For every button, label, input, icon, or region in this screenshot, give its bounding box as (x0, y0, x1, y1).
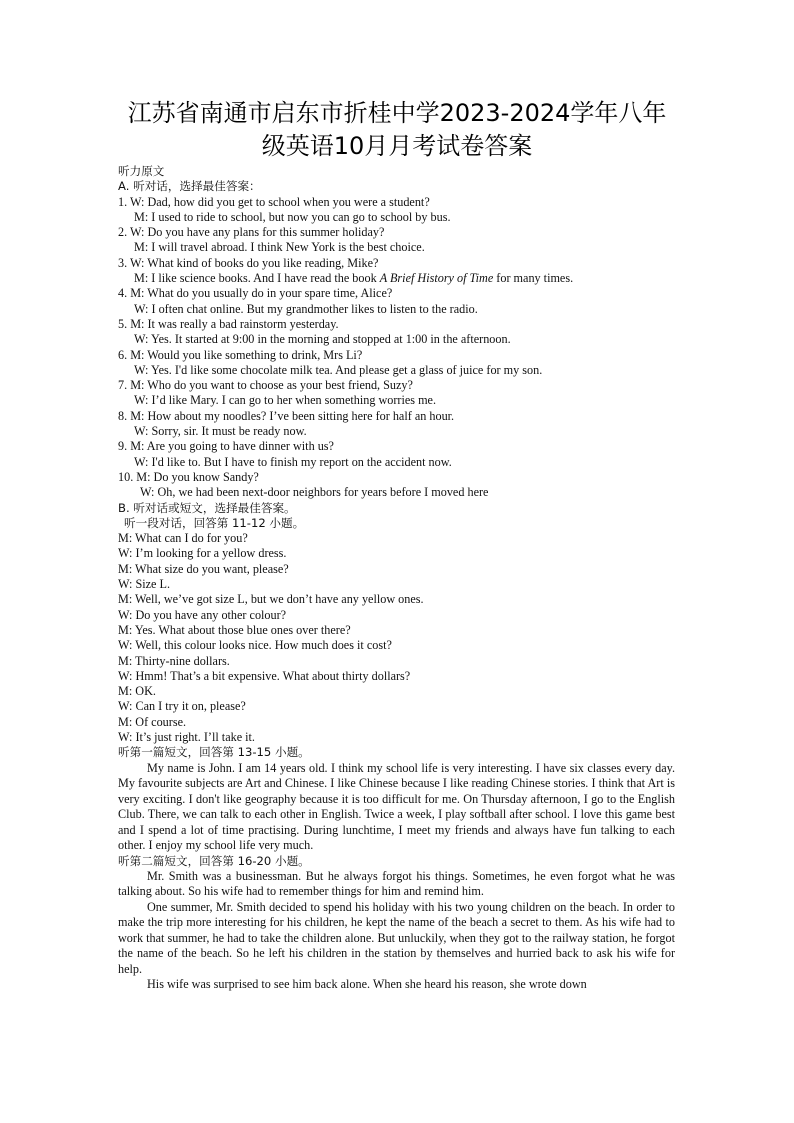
dialogue-question: 7. M: Who do you want to choose as your best friend, Suzy? (118, 378, 413, 393)
dialogue-line: W: Hmm! That’s a bit expensive. What about thirty dollars? (118, 668, 411, 683)
dialogue-line: W: Well, this colour looks nice. How much does it cost? (118, 638, 392, 653)
dialogue-line: M: Yes. What about those blue ones over there? (118, 622, 351, 637)
dialogue-answer: W: I often chat online. But my grandmother likes to listen to the radio. (134, 301, 478, 316)
dialogue-answer: M: I used to ride to school, but now you can go to school by bus. (134, 209, 451, 224)
passage-2-paragraph: Mr. Smith was a businessman. But he always forgot his things. Sometimes, he even forgot what he was talking about. So his wife had to remember things for him and remind him. (118, 868, 675, 899)
dialogue-question: 9. M: Are you going to have dinner with us? (118, 439, 334, 454)
dialogue-line: W: Size L. (118, 577, 171, 592)
section-label: 听力原文 (118, 164, 165, 178)
book-title: A Brief History of Time (379, 271, 494, 286)
part-b-sub2: 听第一篇短文，回答第 13-15 小题。 (118, 745, 310, 760)
dialogue-answer (118, 271, 678, 286)
dialogue-line: M: Of course. (118, 714, 187, 729)
answer-text: for many times. (493, 271, 574, 286)
document-body (118, 164, 678, 993)
dialogue-line: M: What can I do for you? (118, 531, 248, 546)
dialogue-answer: M: I will travel abroad. I think New York is the best choice. (134, 240, 425, 255)
part-a-dialogues (118, 195, 678, 501)
part-b-sub3: 听第二篇短文，回答第 16-20 小题。 (118, 853, 310, 868)
title-line-1: 江苏省南通市启东市折桂中学2023-2024学年八年 (127, 99, 667, 127)
dialogue-line: M: OK. (118, 684, 156, 699)
dialogue-question: 2. W: Do you have any plans for this summer holiday? (118, 225, 385, 240)
passage-2-paragraph: One summer, Mr. Smith decided to spend his holiday with his two young children on the beach. In order to make the trip more interesting for his children, he kept the name of the beach a secret to them. As his wife had to work that summer, he had to take the children alone. But unluckily, when they got to the railway station, he forgot the name of the beach. So he left his children in the station by themselves and hurried back to ask his wife for help. (118, 899, 675, 976)
dialogue-line: M: Thirty-nine dollars. (118, 653, 230, 668)
dialogue-answer: W: I’d like Mary. I can go to her when something worries me. (134, 393, 437, 408)
part-b-dialogue (118, 531, 678, 745)
part-b-sub1: 听一段对话，回答第 11-12 小题。 (124, 515, 305, 530)
dialogue-line: M: What size do you want, please? (118, 561, 289, 576)
dialogue-line: M: Well, we’ve got size L, but we don’t have any yellow ones. (118, 592, 424, 607)
dialogue-question: 6. M: Would you like something to drink, Mrs Li? (118, 347, 363, 362)
dialogue-question: 3. W: What kind of books do you like reading, Mike? (118, 255, 379, 270)
answer-text: M: I like science books. And I have read the book (134, 271, 380, 286)
dialogue-answer: W: Oh, we had been next-door neighbors for years before I moved here (140, 485, 489, 500)
dialogue-question: 5. M: It was really a bad rainstorm yesterday. (118, 316, 339, 331)
dialogue-line: W: It’s just right. I’ll take it. (118, 729, 255, 744)
dialogue-question: 10. M: Do you know Sandy? (118, 469, 259, 484)
dialogue-question: 8. M: How about my noodles? I’ve been sitting here for half an hour. (118, 408, 455, 423)
passage-1: My name is John. I am 14 years old. I think my school life is very interesting. I have six classes every day. My favourite subjects are Art and Chinese. I like Chinese because I like reading Chinese stories. I think that Art is very exciting. I don't like geography because it is too difficult for me. On Thursday afternoon, I go to the English Club. There, we can talk to each other in English. Twice a week, I play softball after school. I love this game best and I spend a lot of time practising. During lunchtime, I meet my friends and always have fun talking to each other. I enjoy my school life very much. (118, 760, 675, 853)
part-a-heading: A. 听对话，选择最佳答案： (118, 179, 261, 194)
dialogue-answer: W: Yes. It started at 9:00 in the morning and stopped at 1:00 in the afternoon. (134, 332, 511, 347)
dialogue-line: W: Can I try it on, please? (118, 699, 246, 714)
dialogue-answer: W: Yes. I'd like some chocolate milk tea. And please get a glass of juice for my son. (134, 362, 543, 377)
dialogue-question: 4. M: What do you usually do in your spare time, Alice? (118, 286, 393, 301)
dialogue-line: W: I’m looking for a yellow dress. (118, 546, 287, 561)
dialogue-answer: W: Sorry, sir. It must be ready now. (134, 424, 307, 439)
dialogue-question: 1. W: Dad, how did you get to school when you were a student? (118, 194, 430, 209)
part-b-heading: B. 听对话或短文，选择最佳答案。 (118, 500, 296, 515)
dialogue-line: W: Do you have any other colour? (118, 607, 287, 622)
dialogue-answer: W: I'd like to. But I have to finish my report on the accident now. (134, 454, 452, 469)
document-title (100, 97, 694, 163)
title-line-2: 级英语10月月考试卷答案 (261, 132, 533, 160)
passage-2-paragraph: His wife was surprised to see him back alone. When she heard his reason, she wrote down (147, 977, 587, 992)
